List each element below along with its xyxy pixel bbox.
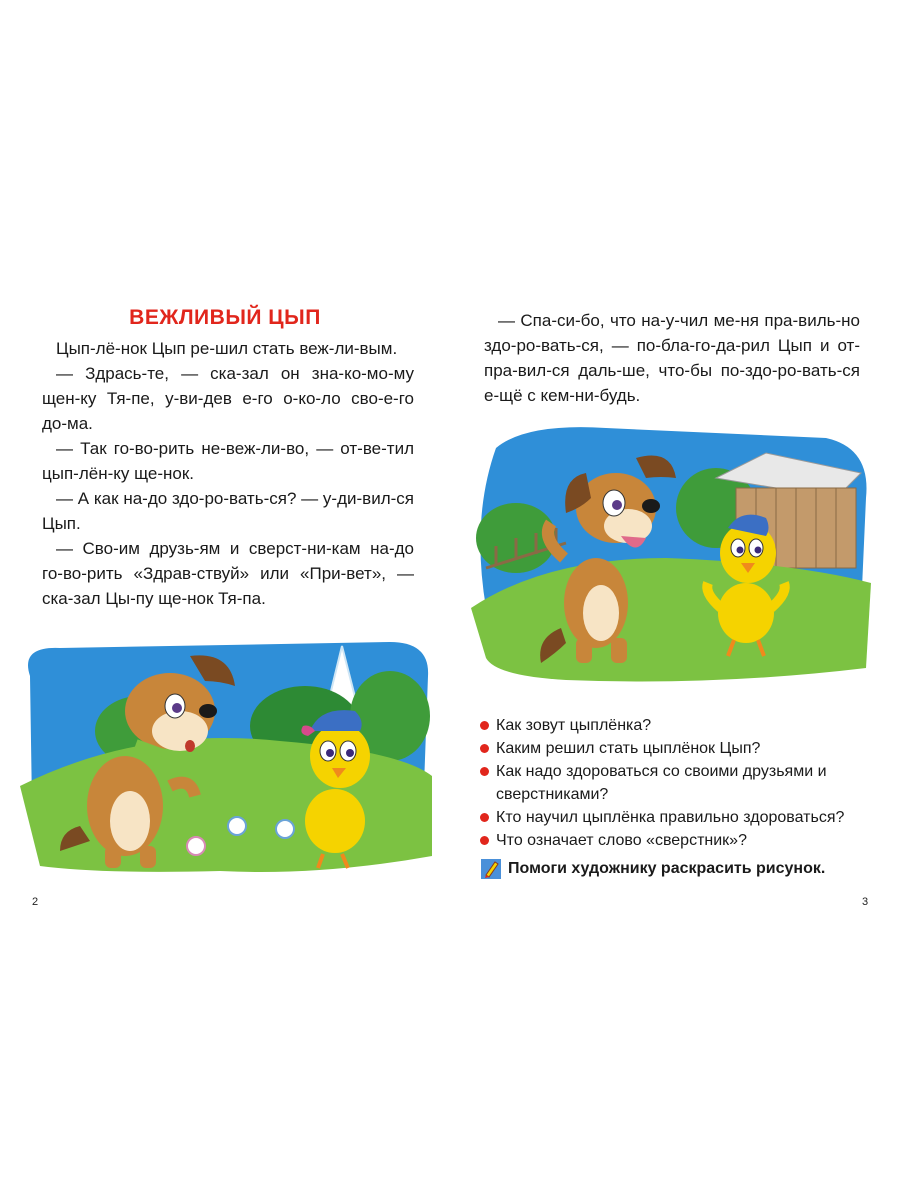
task-text: Помоги художнику раскрасить рисунок. <box>508 860 826 877</box>
story-paragraph: — Здрась-те, — ска-зал он зна-ко-мо-му щен-ку Тя-пе, у-ви-дев е-го о-ко-ло сво-е-го до-ма. <box>42 364 414 433</box>
story-title: ВЕЖЛИВЫЙ ЦЫП <box>129 306 321 329</box>
question-item <box>480 760 876 806</box>
story-paragraph: — А как на-до здо-ро-вать-ся? — у-ди-вил-ся Цып. <box>42 489 414 533</box>
bullet-icon <box>480 721 489 730</box>
dog-and-chick-illustration <box>20 636 432 876</box>
bullet-icon <box>480 767 489 776</box>
bullet-icon <box>480 744 489 753</box>
questions-list <box>480 714 876 852</box>
bullet-icon <box>480 836 489 845</box>
page-number: 3 <box>862 896 869 908</box>
pencil-icon <box>480 858 502 880</box>
question-item <box>480 737 876 760</box>
right-page <box>450 0 900 1200</box>
story-paragraph: — Спа-си-бо, что на-у-чил ме-ня пра-виль-но здо-ро-вать-ся, — по-бла-го-да-рил Цып и от-пра-вил-ся даль-ше, что-бы по-здо-ро-вать-ся е-щё с кем-ни-будь. <box>484 311 860 405</box>
story-text-left <box>42 336 414 611</box>
flower <box>187 837 205 855</box>
question-item <box>480 714 876 737</box>
page-number: 2 <box>32 896 39 908</box>
question-item <box>480 829 876 852</box>
story-paragraph: Цып-лё-нок Цып ре-шил стать веж-ли-вым. <box>56 339 398 358</box>
question-item <box>480 806 876 829</box>
dog-and-chick-waving-illustration <box>466 418 876 684</box>
story-paragraph: — Сво-им друзь-ям и сверст-ни-кам на-до го-во-рить «Здрав-ствуй» или «При-вет», — ска-зал Цы-пу ще-нок Тя-па. <box>42 539 414 608</box>
flower <box>228 817 246 835</box>
bullet-icon <box>480 813 489 822</box>
coloring-task <box>480 858 825 880</box>
question-text: Как надо здороваться со своими друзьями и сверстниками? <box>496 763 827 803</box>
question-text: Кто научил цыплёнка правильно здороваться? <box>496 809 845 826</box>
question-text: Что означает слово «сверстник»? <box>496 832 747 849</box>
flower <box>276 820 294 838</box>
question-text: Каким решил стать цыплёнок Цып? <box>496 740 761 757</box>
question-text: Как зовут цыплёнка? <box>496 717 652 734</box>
story-text-right <box>484 308 860 408</box>
story-paragraph: — Так го-во-рить не-веж-ли-во, — от-ве-тил цып-лён-ку ще-нок. <box>42 439 414 483</box>
